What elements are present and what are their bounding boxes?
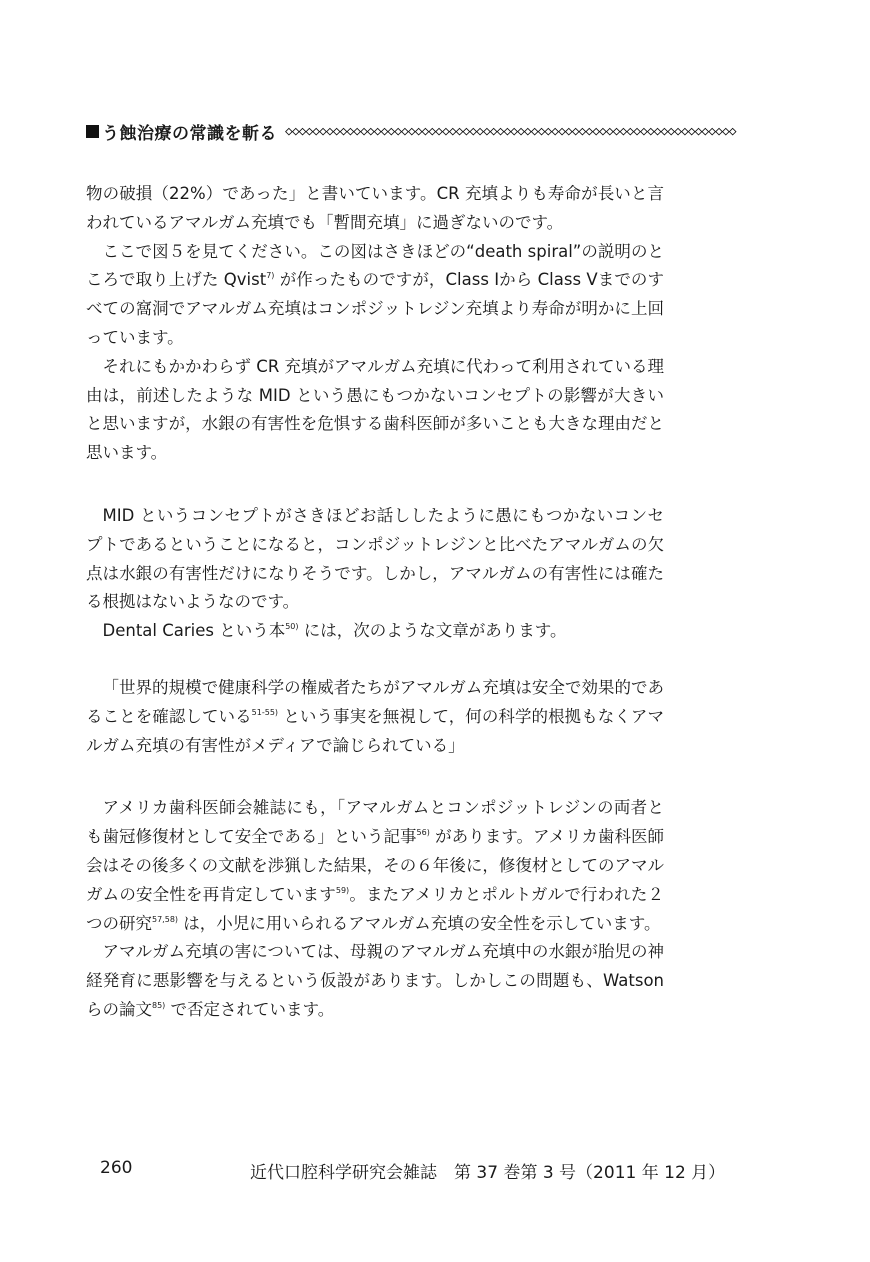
section-header (86, 120, 836, 142)
paragraph-2 (86, 238, 664, 353)
citation-sup: 50) (285, 622, 299, 632)
quote-paragraph (86, 674, 664, 760)
paragraph-1-text: 物の破損（22%）であった」と書いています。CR 充填よりも寿命が長いと言われているアマルガム充填でも「暫間充填」に過ぎないのです。 (86, 184, 664, 232)
paragraph-8-text: アマルガム充填の害については、母親のアマルガム充填中の水銀が胎児の神経発育に悪影響を与えるという仮設があります。しかしこの問題も、Watson らの論文 (86, 942, 664, 1019)
journal-citation: 近代口腔科学研究会雑誌 第 37 巻第 3 号（2011 年 12 月） (250, 1163, 726, 1183)
citation-sup: 56) (416, 828, 430, 838)
paragraph-7-text-after-3: は，小児に用いられるアマルガム充填の安全性を示しています。 (178, 913, 661, 933)
paragraph-1 (86, 180, 664, 238)
paragraph-3 (86, 353, 664, 468)
citation-sup: 85) (152, 1000, 166, 1010)
paragraph-8 (86, 938, 664, 1024)
paragraph-4 (86, 502, 664, 617)
citation-sup: 51-55) (251, 707, 279, 717)
paragraph-8-text-after: で否定されています。 (165, 999, 335, 1019)
quote-text-after: という事実を無視して，何の科学的根拠もなくアマルガム充填の有害性がメディアで論じられている」 (86, 706, 664, 755)
quote-text: 「世界的規模で健康科学の権威者たちがアマルガム充填は安全で効果的であることを確認している (86, 677, 664, 726)
paragraph-5-text-after: には，次のような文章があります。 (298, 621, 567, 641)
citation-sup: 59) (335, 885, 350, 895)
paragraph-5-text: Dental Caries という本 (102, 621, 286, 641)
citation-sup: 57,58) (152, 914, 179, 924)
header-square-marker (86, 125, 99, 138)
paragraph-7-text-after: があります。アメリカ歯科医師会はその後多くの文献を渉猟した結果，その６年後に，修復材としてのアマルガムの安全性を再肯定しています (86, 827, 665, 904)
paragraph-gap (86, 646, 664, 674)
paragraph-3-text: それにもかかわらず CR 充填がアマルガム充填に代わって利用されている理由は，前述したような MID という愚にもつかないコンセプトの影響が大きいと思いますが，水銀の有害性を危惧する歯科医師が多いことも大きな理由だと思います。 (86, 356, 664, 463)
page-number: 260 (100, 1158, 133, 1178)
body-text (86, 180, 664, 1025)
paragraph-2-text-after: が作ったものですが，Class Ⅰから Class Ⅴまでのすべての窩洞でアマルガム充填はコンポジットレジン充填より寿命が明かに上回っています。 (86, 270, 664, 347)
paragraph-gap (86, 468, 664, 502)
section-title: う蝕治療の常識を斬る (102, 123, 277, 142)
paragraph-4-text: MID というコンセプトがさきほどお話ししたように愚にもつかないコンセプトであるということになると，コンポジットレジンと比べたアマルガムの欠点は水銀の有害性だけになりそうです。しかし，アマルガムの有害性には確たる根拠はないようなのです。 (86, 505, 664, 612)
paragraph-7-text-after-2: 。またアメリカとポルトガルで行われた２つの研究 (86, 884, 664, 933)
paragraph-7-text: アメリカ歯科医師会雑誌にも，「アマルガムとコンポジットレジンの両者とも歯冠修復材として安全である」という記事 (86, 798, 664, 847)
paragraph-7 (86, 794, 664, 938)
paragraph-5 (86, 617, 664, 646)
paragraph-gap (86, 760, 664, 794)
paragraph-2-text: ここで図５を見てください。この図はさきほどの“death spiral”の説明のところで取り上げた Qvist (86, 241, 664, 290)
citation-sup: 7) (266, 271, 275, 281)
header-ornament-rule: ◇◇◇◇◇◇◇◇◇◇◇◇◇◇◇◇◇◇◇◇◇◇◇◇◇◇◇◇◇◇◇◇◇◇◇◇◇◇◇◇◇◇◇◇◇◇◇◇◇◇◇◇◇◇◇◇◇◇◇◇◇◇◇◇◇◇ (285, 123, 736, 139)
